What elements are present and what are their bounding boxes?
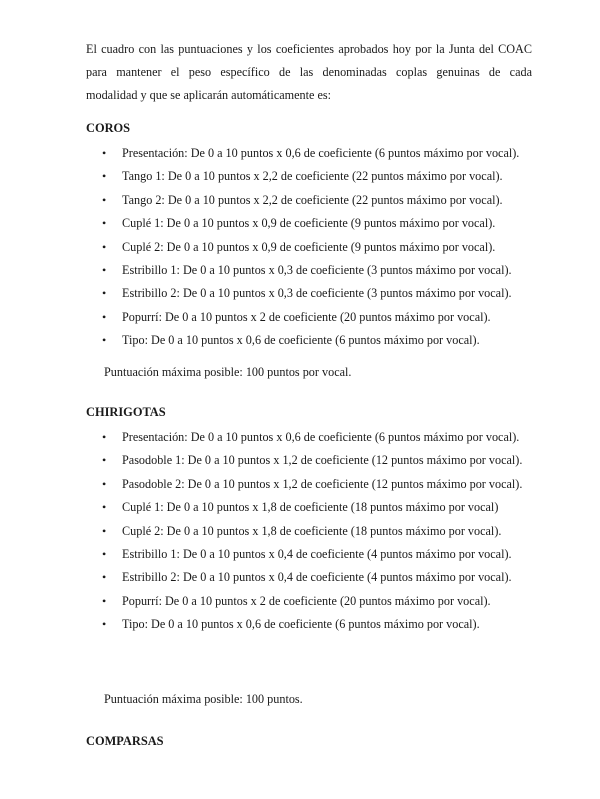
- list-item-text: Cuplé 2: De 0 a 10 puntos x 0,9 de coeficiente (9 puntos máximo por vocal).: [122, 239, 496, 254]
- list-item-text: Estribillo 1: De 0 a 10 puntos x 0,4 de coeficiente (4 puntos máximo por vocal).: [122, 546, 512, 561]
- bullet-icon: •: [102, 192, 107, 207]
- list-item: [86, 237, 532, 257]
- bullet-icon: •: [102, 500, 107, 515]
- list-item: [86, 591, 532, 611]
- list-item: [86, 143, 532, 163]
- list-item-text: Tango 2: De 0 a 10 puntos x 2,2 de coeficiente (22 puntos máximo por vocal).: [122, 192, 503, 207]
- bullet-icon: •: [102, 546, 107, 561]
- bullet-icon: •: [102, 333, 107, 348]
- intro-line-1: El cuadro con las puntuaciones y los coeficientes aprobados hoy por la Junta del COAC: [86, 42, 532, 56]
- list-item: [86, 544, 532, 564]
- list-item: [86, 614, 532, 634]
- list-item-text: Tango 1: De 0 a 10 puntos x 2,2 de coeficiente (22 puntos máximo por vocal).: [122, 169, 503, 184]
- list-item-text: Estribillo 1: De 0 a 10 puntos x 0,3 de coeficiente (3 puntos máximo por vocal).: [122, 262, 512, 277]
- list-item: [86, 330, 532, 350]
- intro-paragraph: [86, 38, 532, 107]
- section-title-coros: COROS: [86, 121, 131, 135]
- bullet-icon: •: [102, 262, 107, 277]
- list-item-text: Popurrí: De 0 a 10 puntos x 2 de coeficiente (20 puntos máximo por vocal).: [122, 593, 491, 608]
- list-coros: [86, 143, 532, 354]
- bullet-icon: •: [102, 453, 107, 468]
- coros-total: Puntuación máxima posible: 100 puntos por vocal.: [104, 365, 352, 379]
- list-item: [86, 450, 532, 470]
- list-item-text: Cuplé 1: De 0 a 10 puntos x 1,8 de coeficiente (18 puntos máximo por vocal): [122, 500, 499, 515]
- list-item: [86, 474, 532, 494]
- section-title-comparsas: COMPARSAS: [86, 734, 164, 748]
- bullet-icon: •: [102, 169, 107, 184]
- list-item-text: Pasodoble 1: De 0 a 10 puntos x 1,2 de coeficiente (12 puntos máximo por vocal).: [122, 453, 523, 468]
- list-item: [86, 166, 532, 186]
- chirigotas-total: Puntuación máxima posible: 100 puntos.: [104, 692, 303, 706]
- bullet-icon: •: [102, 430, 107, 444]
- list-item: [86, 213, 532, 233]
- bullet-icon: •: [102, 216, 107, 231]
- bullet-icon: •: [102, 593, 107, 608]
- list-item-text: Estribillo 2: De 0 a 10 puntos x 0,4 de coeficiente (4 puntos máximo por vocal).: [122, 570, 512, 585]
- list-item: [86, 521, 532, 541]
- list-item-text: Pasodoble 2: De 0 a 10 puntos x 1,2 de coeficiente (12 puntos máximo por vocal).: [122, 476, 523, 491]
- list-chirigotas: [86, 427, 532, 638]
- bullet-icon: •: [102, 309, 107, 324]
- list-item: [86, 497, 532, 517]
- list-item-text: Tipo: De 0 a 10 puntos x 0,6 de coeficiente (6 puntos máximo por vocal).: [122, 617, 480, 632]
- list-item-text: Cuplé 2: De 0 a 10 puntos x 1,8 de coeficiente (18 puntos máximo por vocal).: [122, 523, 502, 538]
- bullet-icon: •: [102, 286, 107, 301]
- intro-line-3: modalidad y que se aplicarán automáticamente es:: [86, 88, 332, 102]
- section-title-chirigotas: CHIRIGOTAS: [86, 405, 166, 419]
- bullet-icon: •: [102, 617, 107, 632]
- list-item-text: Presentación: De 0 a 10 puntos x 0,6 de coeficiente (6 puntos máximo por vocal).: [122, 430, 520, 444]
- intro-line-2: para mantener el peso específico de las denominadas coplas genuinas de cada: [86, 65, 532, 79]
- bullet-icon: •: [102, 523, 107, 538]
- list-item: [86, 260, 532, 280]
- list-item: [86, 307, 532, 327]
- bullet-icon: •: [102, 239, 107, 254]
- list-item: [86, 427, 532, 447]
- bullet-icon: •: [102, 570, 107, 585]
- bullet-icon: •: [102, 146, 107, 160]
- list-item-text: Popurrí: De 0 a 10 puntos x 2 de coeficiente (20 puntos máximo por vocal).: [122, 309, 491, 324]
- list-item: [86, 567, 532, 587]
- list-item-text: Presentación: De 0 a 10 puntos x 0,6 de coeficiente (6 puntos máximo por vocal).: [122, 146, 520, 160]
- list-item: [86, 190, 532, 210]
- list-item: [86, 283, 532, 303]
- list-item-text: Tipo: De 0 a 10 puntos x 0,6 de coeficiente (6 puntos máximo por vocal).: [122, 333, 480, 348]
- bullet-icon: •: [102, 476, 107, 491]
- list-item-text: Estribillo 2: De 0 a 10 puntos x 0,3 de coeficiente (3 puntos máximo por vocal).: [122, 286, 512, 301]
- list-item-text: Cuplé 1: De 0 a 10 puntos x 0,9 de coeficiente (9 puntos máximo por vocal).: [122, 216, 496, 231]
